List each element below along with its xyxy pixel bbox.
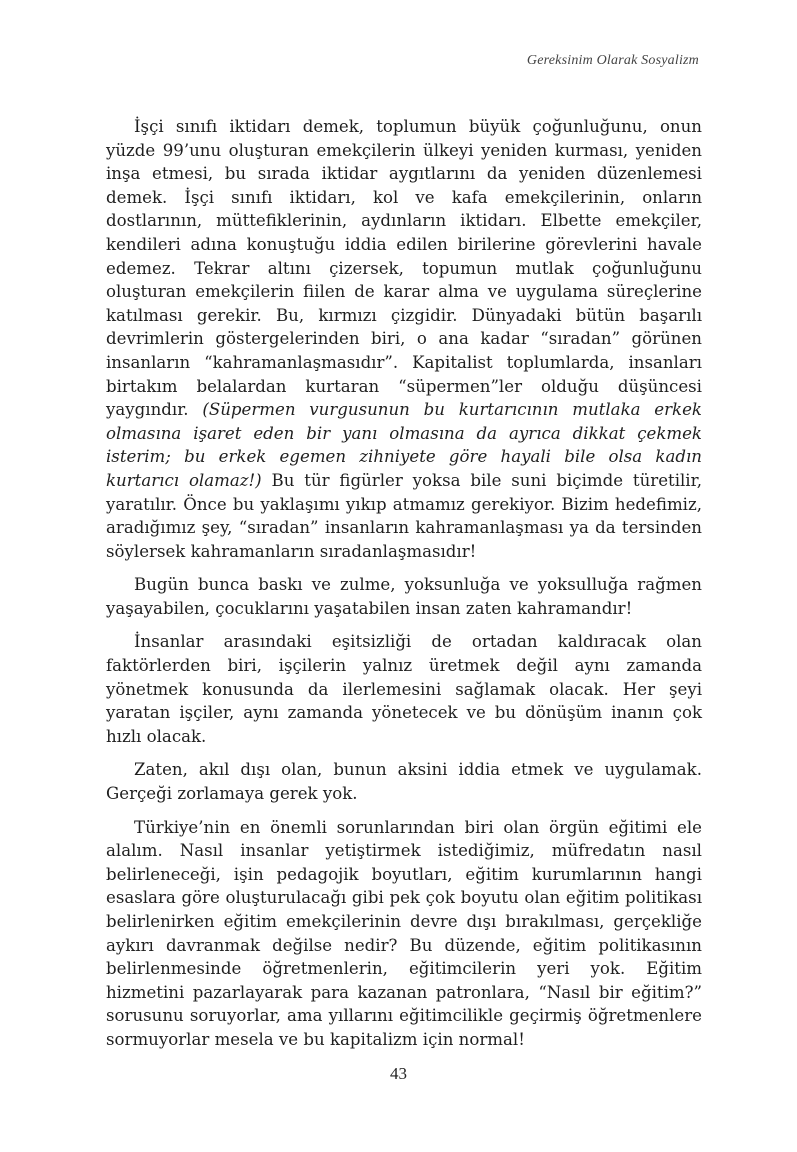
body-text — [106, 115, 702, 1052]
paragraph-5: Türkiye’nin en önemli sorunlarından biri olan örgün eğitimi ele alalım. Nasıl insanlar yetiştirmek istediğimiz, müfredatın nasıl belirleneceği, işin pedagojik boyutları, eğitim kurumlarının hangi esaslara göre oluşturulacağı gibi pek çok boyutu olan eğitim politikası belirlenirken eğitim emekçilerinin devre dışı bırakılması, gerçekliğe aykırı davranmak değilse nedir? Bu düzende, eğitim politikasının belirlenmesinde öğretmenlerin, eğitimcilerin yeri yok. Eğitim hizmetini pazarlayarak para kazanan patronlara, “Nasıl bir eğitim?” sorusunu soruyorlar, ama yıllarını eğitimcilikle geçirmiş öğretmenlere sormuyorlar mesela ve bu kapitalizm için normal! — [106, 817, 702, 1049]
paragraph-2: Bugün bunca baskı ve zulme, yoksunluğa ve yoksulluğa rağmen yaşayabilen, çocuklarını yaşatabilen insan zaten kahramandır! — [106, 575, 702, 618]
running-header: Gereksinim Olarak Sosyalizm — [526, 53, 699, 68]
paragraph-4: Zaten, akıl dışı olan, bunun aksini iddia etmek ve uygulamak. Gerçeği zorlamaya gerek yok. — [106, 760, 702, 804]
paragraph-3: İnsanlar arasındaki eşitsizliği de ortadan kaldıracak olan faktörlerden biri, işçilerin yalnız üretmek değil aynı zamanda yönetmek konusunda da ilerlemesini sağlamak olacak. Her şeyi yaratan işçiler, aynı zamanda yönetecek ve bu dönüşüm inanın çok hızlı olacak. — [106, 632, 702, 746]
paragraph-1 — [106, 115, 702, 563]
paragraph-1-italic-aside: (Süpermen vurgusunun bu kurtarıcının mutlaka erkek olmasına işaret eden bir yanı olmasına da ayrıca dikkat çekmek isterim; bu erkek egemen zihniyete göre hayali bile olsa kadın kurtarıcı olamaz!) — [106, 400, 702, 490]
paragraph-1-text-b: Bu tür figürler yoksa bile suni biçimde türetilir, yaratılır. Önce bu yaklaşımı yıkıp atmamız gerekiyor. Bizim hedefimiz, aradığımız şey, “sıradan” insanların kahramanlaşması ya da tersinden söylersek kahramanların sıradanlaşmasıdır! — [106, 470, 702, 561]
paragraph-1-text-a: İşçi sınıfı iktidarı demek, toplumun büyük çoğunluğunu, onun yüzde 99’unu oluşturan emekçilerin ülkeyi yeniden kurması, yeniden inşa etmesi, bu sırada iktidar aygıtlarını da yeniden düzenlemesi demek. İşçi sınıfı iktidarı, kol ve kafa emekçilerinin, onların dostlarının, müttefiklerinin, aydınların iktidarı. Elbette emekçiler, kendileri adına konuştuğu iddia edilen birilerine görevlerini havale edemez. Tekrar altını çizersek, topumun mutlak çoğunluğunu oluşturan emekçilerin fiilen de karar alma ve uygulama süreçlerine katılması gerekir. Bu, kırmızı çizgidir. Dünyadaki bütün başarılı devrimlerin göstergelerinden biri, o ana kadar “sıradan” görünen insanların “kahramanlaşmasıdır”. Kapitalist toplumlarda, insanları birtakım belalardan kurtaran “süpermen”ler olduğu düşüncesi yaygındır. — [106, 117, 702, 420]
page-number: 43 — [390, 1064, 407, 1083]
